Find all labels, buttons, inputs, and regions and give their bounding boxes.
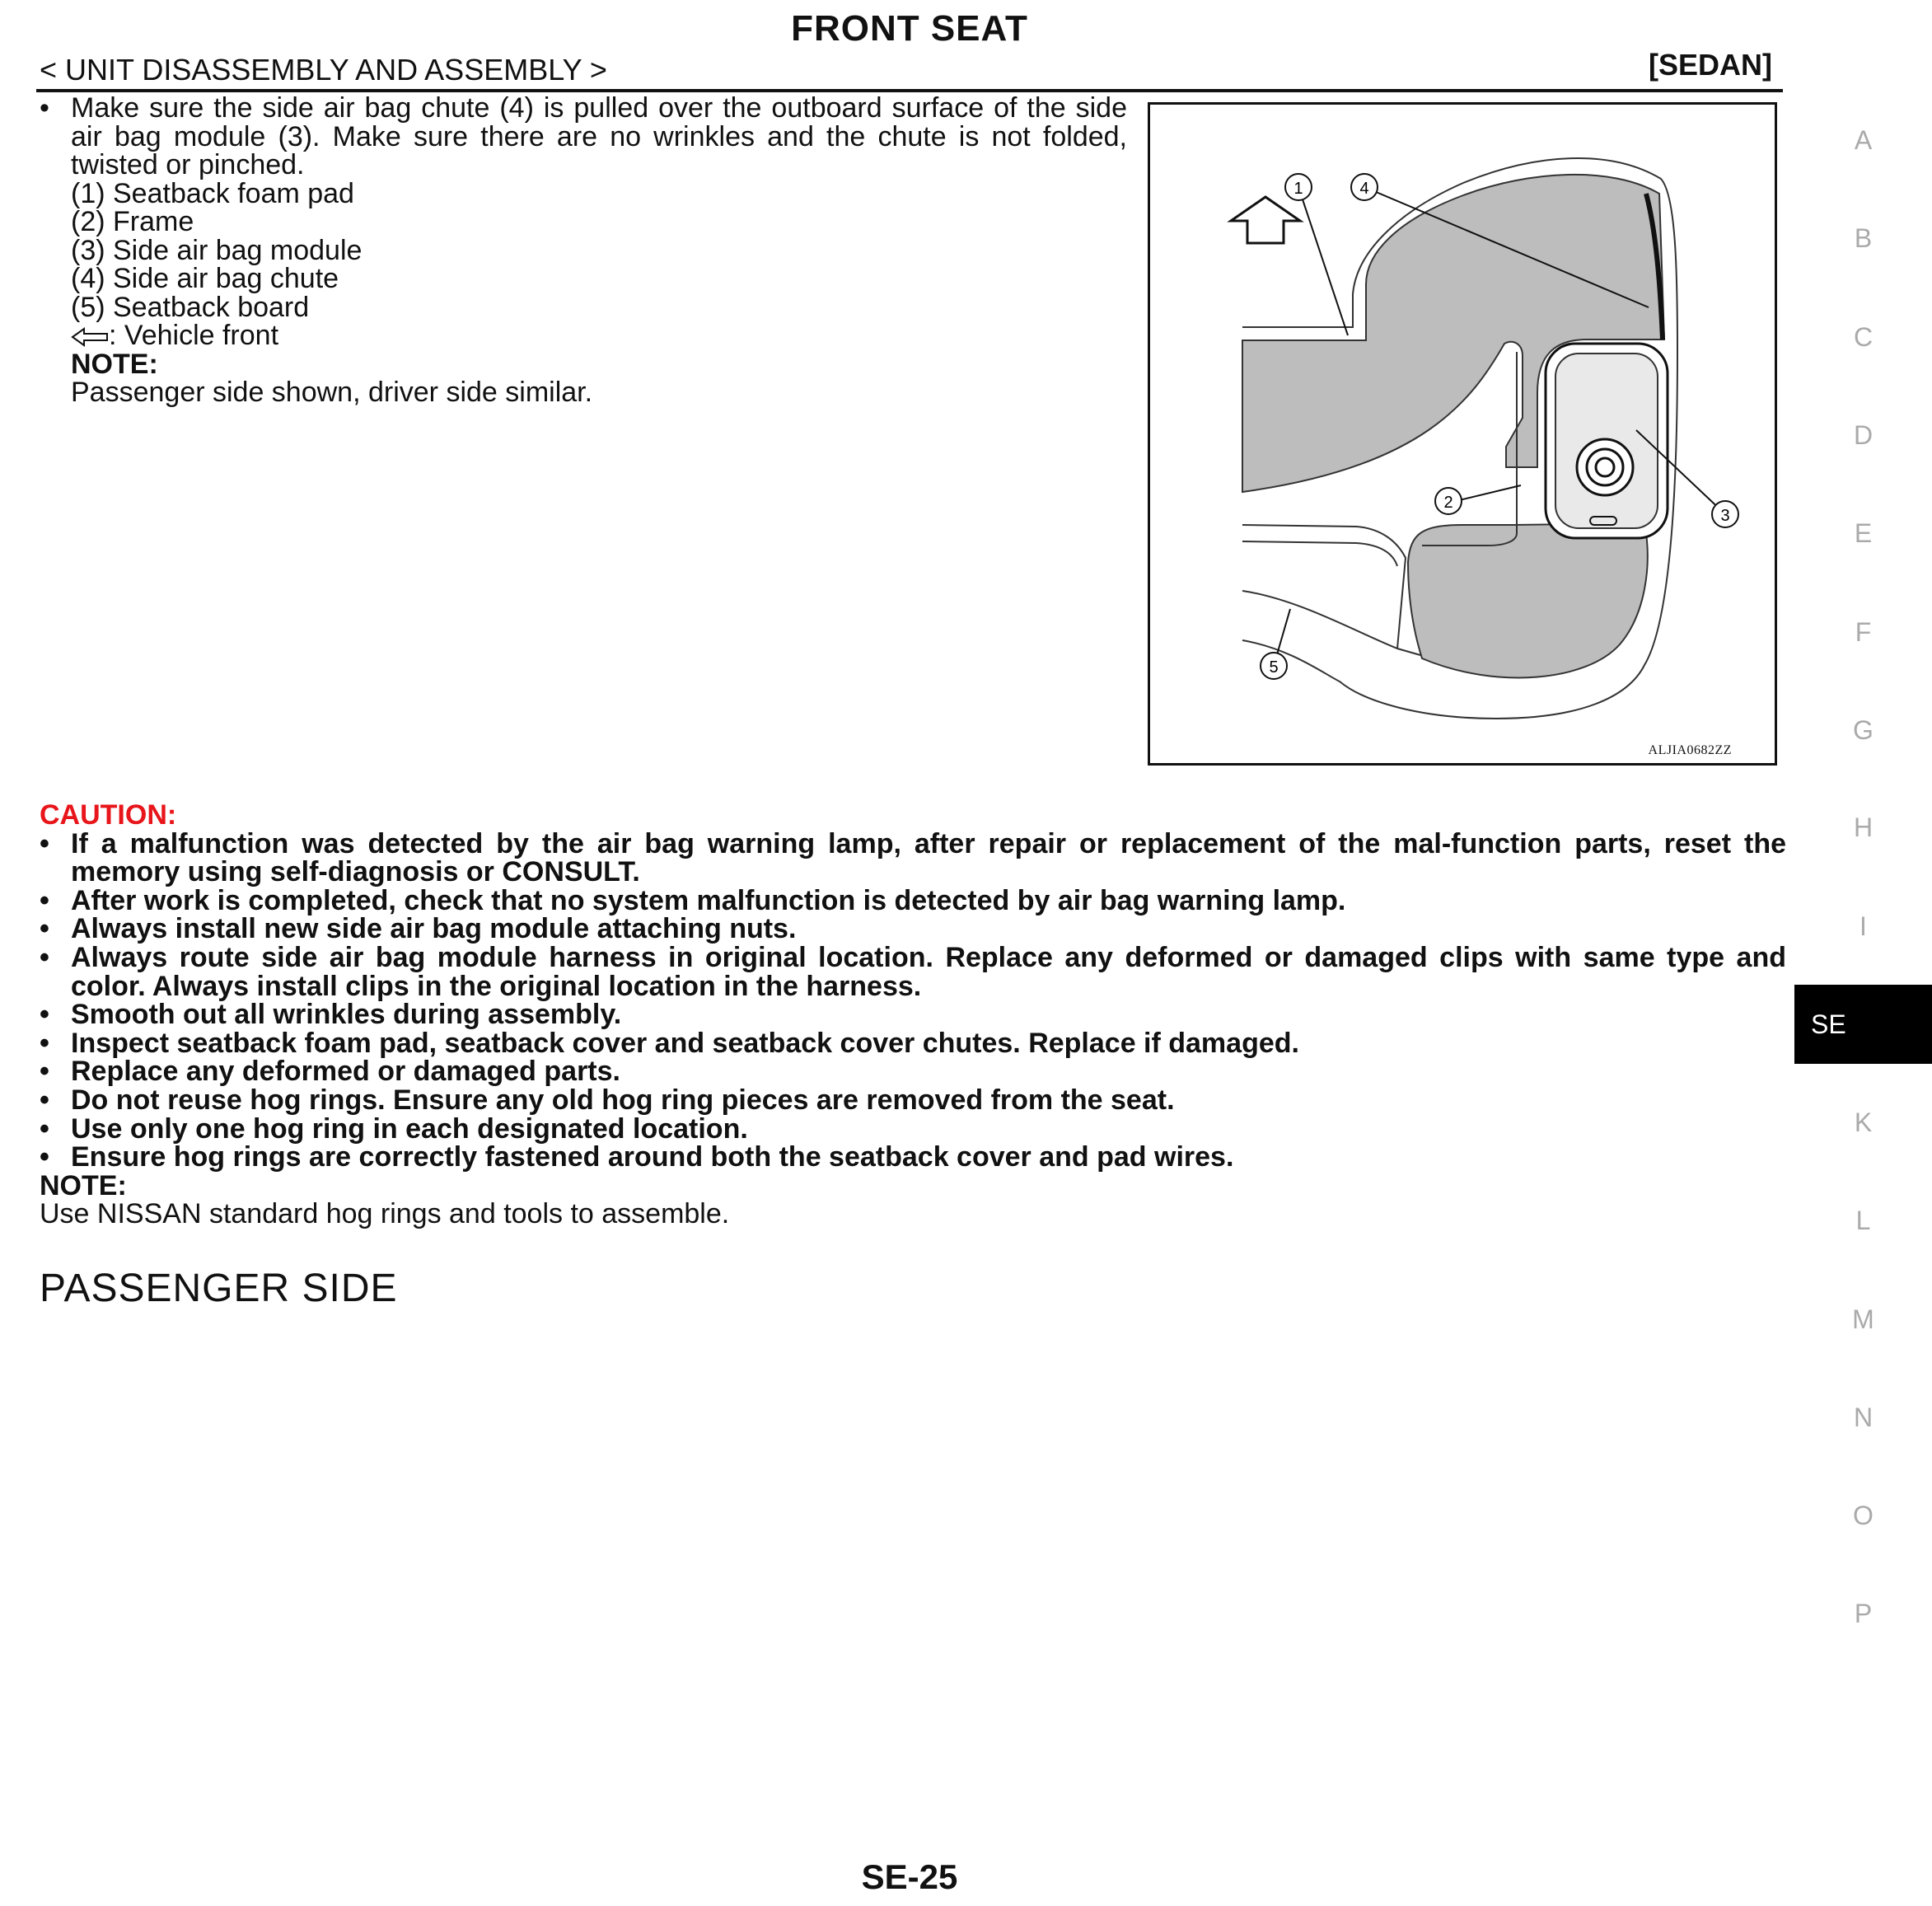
caution-note-text: Use NISSAN standard hog rings and tools to assemble.	[40, 1198, 730, 1230]
sidebar-letter-n[interactable]: N	[1853, 1403, 1874, 1432]
section-index-sidebar	[1794, 0, 1932, 1906]
svg-text:4: 4	[1359, 180, 1369, 198]
svg-text:5: 5	[1269, 658, 1279, 677]
caution-item: • Smooth out all wrinkles during assembly.	[40, 999, 622, 1031]
intro-bullet	[40, 94, 1127, 180]
sidebar-letter-d[interactable]: D	[1853, 420, 1874, 450]
sidebar-letter-h[interactable]: H	[1853, 813, 1874, 842]
illustration-drawing	[1150, 105, 1775, 763]
seat-airbag-illustration	[1148, 102, 1777, 766]
caution-note-label: NOTE:	[40, 1169, 127, 1201]
intro-bullet-text: Make sure the side air bag chute (4) is pulled over the outboard surface of the side air bag module (3). Make sure there are no wrinkles and the chute is not folded, twisted or pinched.	[71, 92, 1127, 180]
part-item: (4) Side air bag chute	[71, 263, 339, 294]
caution-item: • Replace any deformed or damaged parts.	[40, 1056, 620, 1088]
module-stud	[1577, 439, 1633, 495]
sidebar-letter-k[interactable]: K	[1854, 1108, 1873, 1137]
sidebar-letter-f[interactable]: F	[1855, 617, 1872, 647]
sidebar-letter-g[interactable]: G	[1853, 715, 1874, 745]
caution-item: • Ensure hog rings are correctly fastened around both the seatback cover and pad wires.	[40, 1141, 1234, 1173]
intro-block	[40, 94, 1127, 407]
caution-item: • Use only one hog ring in each designated location.	[40, 1112, 748, 1145]
vehicle-front-arrow-icon	[71, 327, 109, 347]
callout-1	[1285, 174, 1312, 200]
caution-item: • If a malfunction was detected by the air bag warning lamp, after repair or replacement of the mal-function parts, reset the memory using self-diagnosis or CONSULT.	[40, 827, 1786, 888]
sidebar-letter-m[interactable]: M	[1852, 1304, 1874, 1334]
sidebar-letter-l[interactable]: L	[1855, 1206, 1871, 1235]
sidebar-letter-p[interactable]: P	[1854, 1599, 1873, 1628]
part-item: (2) Frame	[71, 206, 194, 237]
vehicle-front-legend	[40, 321, 1127, 350]
page-title: FRONT SEAT	[791, 8, 1028, 49]
sidebar-letter-e[interactable]: E	[1854, 518, 1873, 548]
lower-pad	[1408, 523, 1648, 677]
caution-item: • Always install new side air bag module attaching nuts.	[40, 913, 797, 945]
sidebar-letter-b[interactable]: B	[1854, 223, 1873, 253]
part-item: (5) Seatback board	[71, 291, 310, 323]
sidebar-letter-i[interactable]: I	[1859, 911, 1867, 941]
vehicle-front-text: : Vehicle front	[109, 320, 279, 351]
model-label: [SEDAN]	[1649, 48, 1772, 82]
callout-3	[1712, 501, 1738, 527]
callout-5	[1261, 653, 1287, 679]
note-label: NOTE:	[71, 348, 158, 380]
part-item: (3) Side air bag module	[71, 234, 363, 266]
svg-text:1: 1	[1293, 180, 1303, 198]
sidebar-letter-c[interactable]: C	[1853, 322, 1874, 352]
section-label: < UNIT DISASSEMBLY AND ASSEMBLY >	[40, 53, 607, 87]
vehicle-front-icon	[1231, 197, 1300, 243]
caution-item: • After work is completed, check that no system malfunction is detected by air bag warning lamp.	[40, 884, 1346, 916]
caution-item: • Inspect seatback foam pad, seatback cover and seatback cover chutes. Replace if damaged.	[40, 1027, 1299, 1059]
caution-item: • Always route side air bag module harness in original location. Replace any deformed or damaged clips with same type and color. Always install clips in the original location in the harness.	[40, 941, 1786, 1002]
page-number: SE-25	[861, 1857, 958, 1896]
sidebar-letter-se-active[interactable]: SE	[1794, 985, 1932, 1064]
svg-text:3: 3	[1720, 507, 1730, 525]
bullet-dot: •	[40, 92, 49, 124]
svg-text:2: 2	[1443, 494, 1453, 512]
note-text: Passenger side shown, driver side similar.	[71, 377, 593, 408]
figure-code: ALJIA0682ZZ	[1648, 743, 1732, 757]
sidebar-letter-a[interactable]: A	[1854, 125, 1873, 155]
sidebar-letter-o[interactable]: O	[1853, 1501, 1874, 1530]
caution-list	[40, 827, 1786, 1173]
caution-item: • Do not reuse hog rings. Ensure any old hog ring pieces are removed from the seat.	[40, 1084, 1175, 1116]
part-item: (1) Seatback foam pad	[71, 177, 354, 209]
caution-block	[40, 801, 1786, 1229]
callout-2	[1435, 488, 1462, 514]
callout-4	[1351, 174, 1378, 200]
passenger-side-heading: PASSENGER SIDE	[40, 1267, 398, 1310]
caution-label: CAUTION:	[40, 799, 177, 831]
